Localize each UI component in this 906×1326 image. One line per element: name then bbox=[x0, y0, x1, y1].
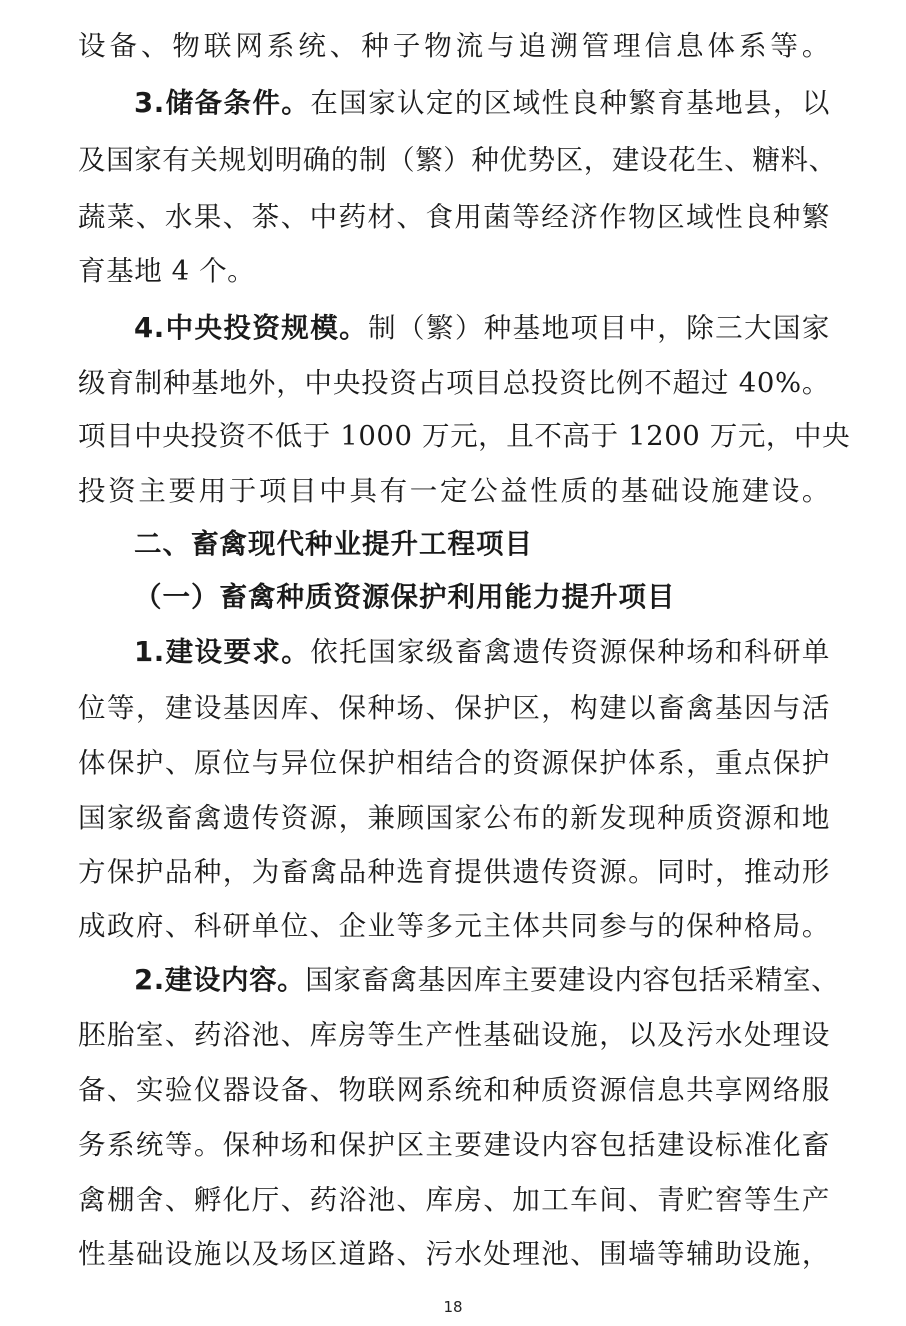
paragraph-line: 备、实验仪器设备、物联网系统和种质资源信息共享网络服 bbox=[78, 1074, 830, 1106]
item-heading: 3.储备条件。 bbox=[134, 87, 311, 119]
item-text: 制（繁）种基地项目中，除三大国家 bbox=[368, 312, 830, 344]
paragraph-line: 位等，建设基因库、保种场、保护区，构建以畜禽基因与活 bbox=[78, 692, 830, 724]
paragraph-line bbox=[134, 960, 840, 1000]
paragraph-line: 禽棚舍、孵化厅、药浴池、库房、加工车间、青贮窖等生产 bbox=[78, 1184, 830, 1216]
paragraph-line: 方保护品种，为畜禽品种选育提供遗传资源。同时，推动形 bbox=[78, 856, 830, 888]
page-number: 18 bbox=[443, 1298, 463, 1316]
item-heading: 1.建设要求。 bbox=[134, 636, 311, 668]
paragraph-line bbox=[134, 308, 830, 348]
paragraph-line: 国家级畜禽遗传资源，兼顾国家公布的新发现种质资源和地 bbox=[78, 802, 830, 834]
item-heading: 4.中央投资规模。 bbox=[134, 312, 369, 344]
paragraph-line: 投资主要用于项目中具有一定公益性质的基础设施建设。 bbox=[78, 475, 830, 507]
paragraph-line: 胚胎室、药浴池、库房等生产性基础设施，以及污水处理设 bbox=[78, 1019, 830, 1051]
paragraph-line bbox=[134, 632, 830, 672]
paragraph-line: 级育制种基地外，中央投资占项目总投资比例不超过 40%。 bbox=[78, 367, 830, 399]
paragraph-line: 育基地 4 个。 bbox=[78, 255, 256, 287]
section-heading: 二、畜禽现代种业提升工程项目 bbox=[134, 528, 533, 560]
paragraph-line: 及国家有关规划明确的制（繁）种优势区，建设花生、糖料、 bbox=[78, 144, 837, 176]
item-text: 依托国家级畜禽遗传资源保种场和科研单 bbox=[310, 636, 830, 668]
item-text: 国家畜禽基因库主要建设内容包括采精室、 bbox=[305, 964, 840, 996]
item-text: 在国家认定的区域性良种繁育基地县，以 bbox=[310, 87, 830, 119]
paragraph-line: 蔬菜、水果、茶、中药材、食用菌等经济作物区域性良种繁 bbox=[78, 201, 830, 233]
paragraph-line: 成政府、科研单位、企业等多元主体共同参与的保种格局。 bbox=[78, 910, 830, 942]
subsection-heading: （一）畜禽种质资源保护利用能力提升项目 bbox=[134, 581, 676, 613]
paragraph-line: 项目中央投资不低于 1000 万元，且不高于 1200 万元，中央 bbox=[78, 420, 851, 452]
paragraph-line: 设备、物联网系统、种子物流与追溯管理信息体系等。 bbox=[78, 30, 830, 62]
paragraph-line bbox=[134, 83, 830, 123]
item-heading: 2.建设内容。 bbox=[134, 964, 306, 996]
paragraph-line: 体保护、原位与异位保护相结合的资源保护体系，重点保护 bbox=[78, 747, 830, 779]
paragraph-line: 务系统等。保种场和保护区主要建设内容包括建设标准化畜 bbox=[78, 1129, 830, 1161]
paragraph-line: 性基础设施以及场区道路、污水处理池、围墙等辅助设施， bbox=[78, 1238, 830, 1270]
